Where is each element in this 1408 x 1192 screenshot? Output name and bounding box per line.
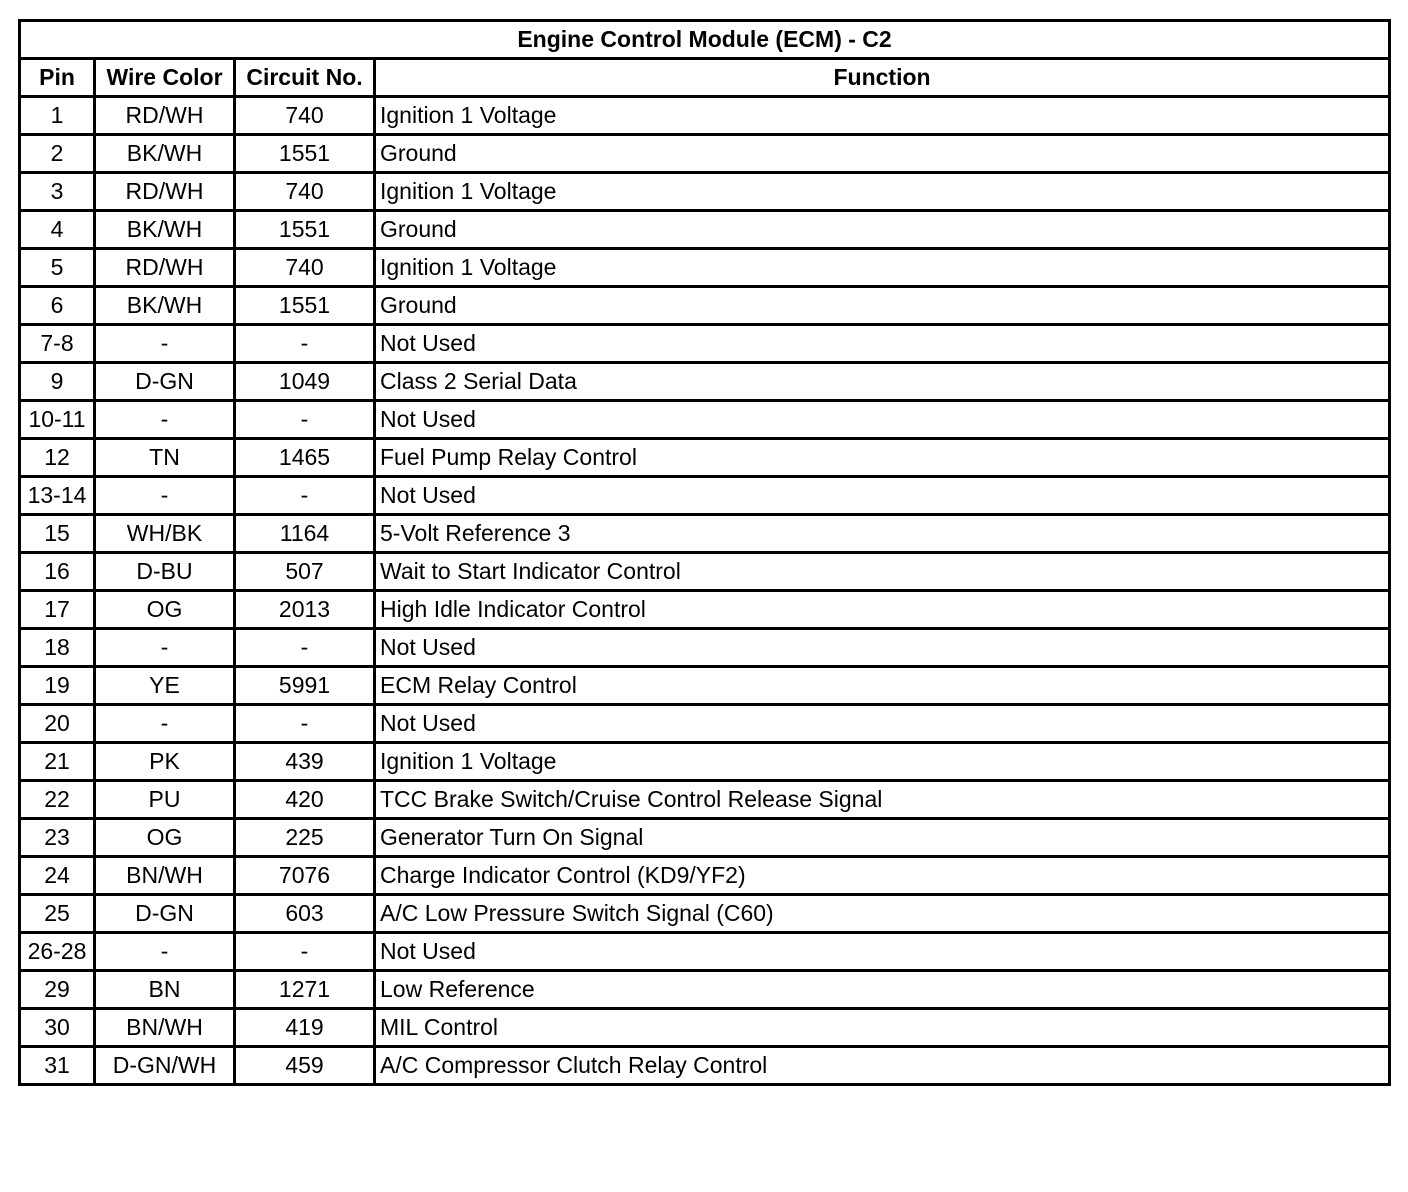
cell-wire-color: - <box>95 477 235 515</box>
table-row <box>20 971 1390 1009</box>
cell-wire-color: BK/WH <box>95 287 235 325</box>
table-row <box>20 781 1390 819</box>
cell-pin: 15 <box>20 515 95 553</box>
table-title: Engine Control Module (ECM) - C2 <box>20 21 1390 59</box>
cell-pin: 9 <box>20 363 95 401</box>
header-function: Function <box>375 59 1390 97</box>
cell-wire-color: BN <box>95 971 235 1009</box>
cell-wire-color: D-GN <box>95 363 235 401</box>
cell-function: Ground <box>375 135 1390 173</box>
cell-pin: 3 <box>20 173 95 211</box>
cell-pin: 23 <box>20 819 95 857</box>
cell-function: MIL Control <box>375 1009 1390 1047</box>
cell-function: Ignition 1 Voltage <box>375 743 1390 781</box>
table-row <box>20 249 1390 287</box>
table-row <box>20 1009 1390 1047</box>
table-row <box>20 515 1390 553</box>
cell-wire-color: WH/BK <box>95 515 235 553</box>
cell-circuit-no: 740 <box>235 97 375 135</box>
cell-function: Not Used <box>375 933 1390 971</box>
cell-wire-color: OG <box>95 819 235 857</box>
cell-wire-color: OG <box>95 591 235 629</box>
cell-wire-color: PK <box>95 743 235 781</box>
cell-wire-color: TN <box>95 439 235 477</box>
cell-wire-color: D-GN/WH <box>95 1047 235 1085</box>
cell-circuit-no: 420 <box>235 781 375 819</box>
cell-function: A/C Low Pressure Switch Signal (C60) <box>375 895 1390 933</box>
cell-circuit-no: 2013 <box>235 591 375 629</box>
table-title-row <box>20 21 1390 59</box>
cell-pin: 24 <box>20 857 95 895</box>
cell-pin: 25 <box>20 895 95 933</box>
cell-pin: 17 <box>20 591 95 629</box>
cell-pin: 13-14 <box>20 477 95 515</box>
cell-pin: 1 <box>20 97 95 135</box>
cell-pin: 7-8 <box>20 325 95 363</box>
table-body <box>20 97 1390 1085</box>
table-header-row <box>20 59 1390 97</box>
cell-function: Not Used <box>375 477 1390 515</box>
cell-pin: 12 <box>20 439 95 477</box>
cell-function: 5-Volt Reference 3 <box>375 515 1390 553</box>
cell-wire-color: - <box>95 933 235 971</box>
cell-wire-color: RD/WH <box>95 249 235 287</box>
cell-function: Ground <box>375 211 1390 249</box>
table-row <box>20 857 1390 895</box>
cell-function: Ignition 1 Voltage <box>375 97 1390 135</box>
cell-pin: 22 <box>20 781 95 819</box>
header-circuit-no: Circuit No. <box>235 59 375 97</box>
cell-wire-color: - <box>95 325 235 363</box>
cell-circuit-no: 7076 <box>235 857 375 895</box>
cell-circuit-no: - <box>235 705 375 743</box>
table-row <box>20 629 1390 667</box>
cell-circuit-no: - <box>235 477 375 515</box>
cell-function: Generator Turn On Signal <box>375 819 1390 857</box>
table-row <box>20 97 1390 135</box>
table-row <box>20 135 1390 173</box>
table-row <box>20 173 1390 211</box>
cell-pin: 21 <box>20 743 95 781</box>
cell-function: Not Used <box>375 705 1390 743</box>
cell-function: Not Used <box>375 325 1390 363</box>
table-row <box>20 477 1390 515</box>
cell-pin: 2 <box>20 135 95 173</box>
cell-wire-color: YE <box>95 667 235 705</box>
cell-wire-color: BN/WH <box>95 1009 235 1047</box>
cell-pin: 16 <box>20 553 95 591</box>
cell-wire-color: - <box>95 705 235 743</box>
cell-wire-color: RD/WH <box>95 173 235 211</box>
table-row <box>20 667 1390 705</box>
cell-circuit-no: - <box>235 933 375 971</box>
cell-circuit-no: 5991 <box>235 667 375 705</box>
cell-pin: 31 <box>20 1047 95 1085</box>
cell-pin: 20 <box>20 705 95 743</box>
cell-function: Wait to Start Indicator Control <box>375 553 1390 591</box>
cell-pin: 26-28 <box>20 933 95 971</box>
cell-circuit-no: 740 <box>235 173 375 211</box>
header-pin: Pin <box>20 59 95 97</box>
cell-function: Not Used <box>375 629 1390 667</box>
cell-wire-color: PU <box>95 781 235 819</box>
table-row <box>20 743 1390 781</box>
cell-wire-color: D-GN <box>95 895 235 933</box>
cell-circuit-no: - <box>235 325 375 363</box>
cell-wire-color: BK/WH <box>95 211 235 249</box>
cell-wire-color: - <box>95 401 235 439</box>
cell-circuit-no: 1465 <box>235 439 375 477</box>
cell-function: Charge Indicator Control (KD9/YF2) <box>375 857 1390 895</box>
header-wire-color: Wire Color <box>95 59 235 97</box>
cell-wire-color: D-BU <box>95 553 235 591</box>
table-row <box>20 1047 1390 1085</box>
cell-function: High Idle Indicator Control <box>375 591 1390 629</box>
cell-circuit-no: 1271 <box>235 971 375 1009</box>
cell-wire-color: - <box>95 629 235 667</box>
cell-function: Ground <box>375 287 1390 325</box>
table-row <box>20 705 1390 743</box>
cell-pin: 18 <box>20 629 95 667</box>
cell-function: Low Reference <box>375 971 1390 1009</box>
table-row <box>20 819 1390 857</box>
cell-function: Not Used <box>375 401 1390 439</box>
cell-circuit-no: 1551 <box>235 211 375 249</box>
cell-pin: 6 <box>20 287 95 325</box>
cell-circuit-no: 419 <box>235 1009 375 1047</box>
table-row <box>20 439 1390 477</box>
cell-circuit-no: 740 <box>235 249 375 287</box>
cell-circuit-no: 225 <box>235 819 375 857</box>
cell-pin: 19 <box>20 667 95 705</box>
cell-circuit-no: 1551 <box>235 287 375 325</box>
cell-circuit-no: - <box>235 401 375 439</box>
table-row <box>20 895 1390 933</box>
cell-circuit-no: 1049 <box>235 363 375 401</box>
cell-pin: 10-11 <box>20 401 95 439</box>
table-row <box>20 591 1390 629</box>
table-row <box>20 363 1390 401</box>
cell-pin: 4 <box>20 211 95 249</box>
table-row <box>20 553 1390 591</box>
cell-circuit-no: 459 <box>235 1047 375 1085</box>
cell-wire-color: BK/WH <box>95 135 235 173</box>
cell-circuit-no: 439 <box>235 743 375 781</box>
table-row <box>20 401 1390 439</box>
connector-pinout-table <box>18 19 1391 1086</box>
cell-function: ECM Relay Control <box>375 667 1390 705</box>
cell-function: Fuel Pump Relay Control <box>375 439 1390 477</box>
cell-function: Ignition 1 Voltage <box>375 249 1390 287</box>
cell-function: Ignition 1 Voltage <box>375 173 1390 211</box>
cell-wire-color: BN/WH <box>95 857 235 895</box>
cell-function: TCC Brake Switch/Cruise Control Release Signal <box>375 781 1390 819</box>
cell-circuit-no: 1164 <box>235 515 375 553</box>
cell-wire-color: RD/WH <box>95 97 235 135</box>
cell-pin: 30 <box>20 1009 95 1047</box>
cell-function: Class 2 Serial Data <box>375 363 1390 401</box>
cell-circuit-no: - <box>235 629 375 667</box>
cell-function: A/C Compressor Clutch Relay Control <box>375 1047 1390 1085</box>
cell-circuit-no: 1551 <box>235 135 375 173</box>
table-row <box>20 287 1390 325</box>
cell-pin: 29 <box>20 971 95 1009</box>
table-row <box>20 325 1390 363</box>
cell-circuit-no: 507 <box>235 553 375 591</box>
cell-circuit-no: 603 <box>235 895 375 933</box>
cell-pin: 5 <box>20 249 95 287</box>
table-row <box>20 933 1390 971</box>
table-row <box>20 211 1390 249</box>
